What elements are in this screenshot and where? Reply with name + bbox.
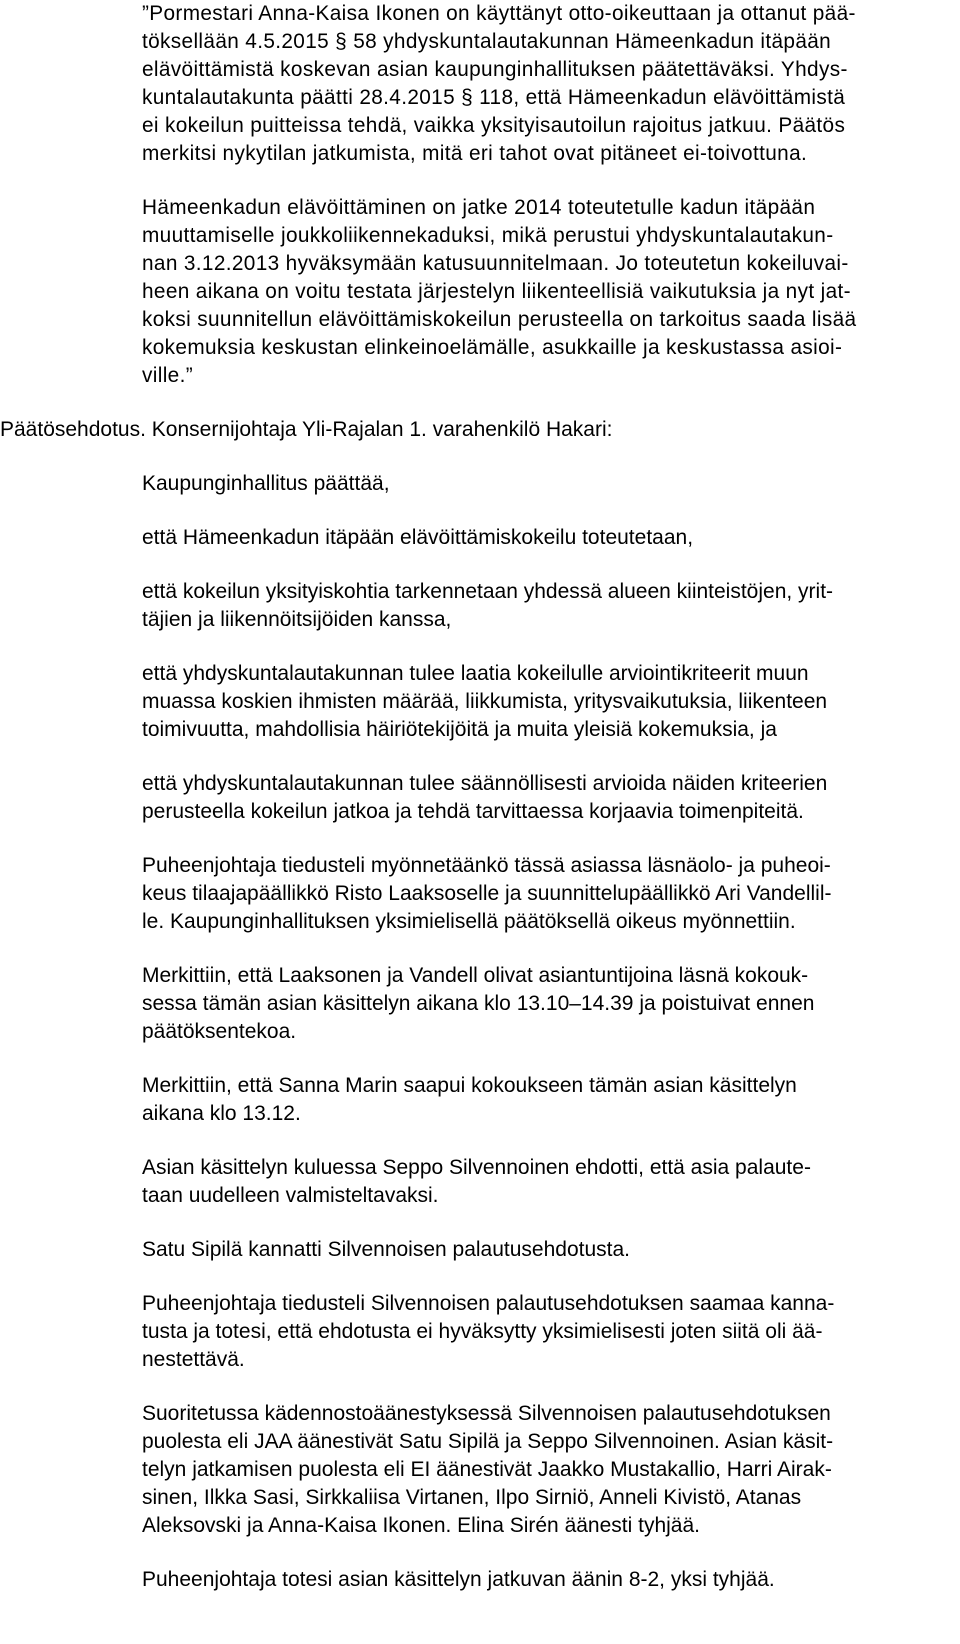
quote-line: elävöittämistä koskevan asian kaupunginhallituksen päätettäväksi. Yhdys- <box>142 58 848 81</box>
minutes-line: nestettävä. <box>142 1348 245 1371</box>
proposal-heading: Päätösehdotus. Konsernijohtaja Yli-Rajalan 1. varahenkilö Hakari: <box>0 418 613 441</box>
minutes-line: Aleksovski ja Anna-Kaisa Ikonen. Elina Sirén äänesti tyhjää. <box>142 1514 700 1537</box>
minutes-line: sinen, Ilkka Sasi, Sirkkaliisa Virtanen, Ilpo Sirniö, Anneli Kivistö, Atanas <box>142 1486 802 1509</box>
decision-item-line: toimivuutta, mahdollisia häiriötekijöitä ja muita yleisiä kokemuksia, ja <box>142 718 777 741</box>
quote-line: koksi suunnitellun elävöittämiskokeilun perusteella on tarkoitus saada lisää <box>142 308 857 331</box>
minutes-line: telyn jatkamisen puolesta eli EI äänestivät Jaakko Mustakallio, Harri Airak- <box>142 1458 832 1481</box>
minutes-line: Merkittiin, että Sanna Marin saapui kokoukseen tämän asian käsittelyn <box>142 1074 797 1097</box>
minutes-line: sessa tämän asian käsittelyn aikana klo 13.10–14.39 ja poistuivat ennen <box>142 992 815 1015</box>
minutes-line: le. Kaupunginhallituksen yksimielisellä päätöksellä oikeus myönnettiin. <box>142 910 796 933</box>
decision-item-line: että kokeilun yksityiskohtia tarkennetaan yhdessä alueen kiinteistöjen, yrit- <box>142 580 834 603</box>
minutes-line: Suoritetussa kädennostoäänestyksessä Silvennoisen palautusehdotuksen <box>142 1402 831 1425</box>
decision-item-line: että Hämeenkadun itäpään elävöittämiskokeilu toteutetaan, <box>142 526 694 549</box>
minutes-line: Merkittiin, että Laaksonen ja Vandell olivat asiantuntijoina läsnä kokouk- <box>142 964 809 987</box>
minutes-line: keus tilaajapäällikkö Risto Laaksoselle ja suunnittelupäällikkö Ari Vandellil- <box>142 882 832 905</box>
minutes-line: Puheenjohtaja tiedusteli myönnetäänkö tässä asiassa läsnäolo- ja puheoi- <box>142 854 831 877</box>
quote-line: muuttamiselle joukkoliikennekaduksi, mikä perustui yhdyskuntalautakun- <box>142 224 834 247</box>
minutes-line: tusta ja totesi, että ehdotusta ei hyväksytty yksimielisesti joten siitä oli ää- <box>142 1320 823 1343</box>
quote-line: merkitsi nykytilan jatkumista, mitä eri tahot ovat pitäneet ei-toivottuna. <box>142 142 808 165</box>
decision-item-line: perusteella kokeilun jatkoa ja tehdä tarvittaessa korjaavia toimenpiteitä. <box>142 800 804 823</box>
minutes-line: Puheenjohtaja totesi asian käsittelyn jatkuvan äänin 8-2, yksi tyhjää. <box>142 1568 775 1591</box>
quote-line: kokemuksia keskustan elinkeinoelämälle, asukkaille ja keskustassa asioi- <box>142 336 843 359</box>
minutes-line: Puheenjohtaja tiedusteli Silvennoisen palautusehdotuksen saamaa kanna- <box>142 1292 835 1315</box>
minutes-line: aikana klo 13.12. <box>142 1102 301 1125</box>
decision-item-line: muassa koskien ihmisten määrää, liikkumista, yritysvaikutuksia, liikenteen <box>142 690 828 713</box>
quote-line: heen aikana on voitu testata järjestelyn liikenteellisiä vaikutuksia ja nyt jat- <box>142 280 851 303</box>
minutes-line: päätöksentekoa. <box>142 1020 297 1043</box>
minutes-line: Satu Sipilä kannatti Silvennoisen palautusehdotusta. <box>142 1238 631 1261</box>
decision-item-line: täjien ja liikennöitsijöiden kanssa, <box>142 608 452 631</box>
quote-line: ei kokeilun puitteissa tehdä, vaikka yksityisautoilun rajoitus jatkuu. Päätös <box>142 114 846 137</box>
quote-line: kuntalautakunta päätti 28.4.2015 § 118, että Hämeenkadun elävöittämistä <box>142 86 846 109</box>
decision-item-line: että yhdyskuntalautakunnan tulee säännöllisesti arvioida näiden kriteerien <box>142 772 828 795</box>
quote-line: nan 3.12.2013 hyväksymään katusuunnitelmaan. Jo toteutetun kokeiluvai- <box>142 252 849 275</box>
minutes-line: Asian käsittelyn kuluessa Seppo Silvennoinen ehdotti, että asia palaute- <box>142 1156 811 1179</box>
minutes-line: puolesta eli JAA äänestivät Satu Sipilä ja Seppo Silvennoinen. Asian käsit- <box>142 1430 834 1453</box>
quote-line: ”Pormestari Anna-Kaisa Ikonen on käyttänyt otto-oikeuttaan ja ottanut pää- <box>142 2 856 25</box>
quote-line: töksellään 4.5.2015 § 58 yhdyskuntalautakunnan Hämeenkadun itäpään <box>142 30 832 53</box>
quote-line: Hämeenkadun elävöittäminen on jatke 2014 toteutetulle kadun itäpään <box>142 196 816 219</box>
decision-item-line: että yhdyskuntalautakunnan tulee laatia kokeilulle arviointikriteerit muun <box>142 662 809 685</box>
decision-intro: Kaupunginhallitus päättää, <box>142 472 390 495</box>
quote-line: ville.” <box>142 364 193 387</box>
minutes-line: taan uudelleen valmisteltavaksi. <box>142 1184 439 1207</box>
